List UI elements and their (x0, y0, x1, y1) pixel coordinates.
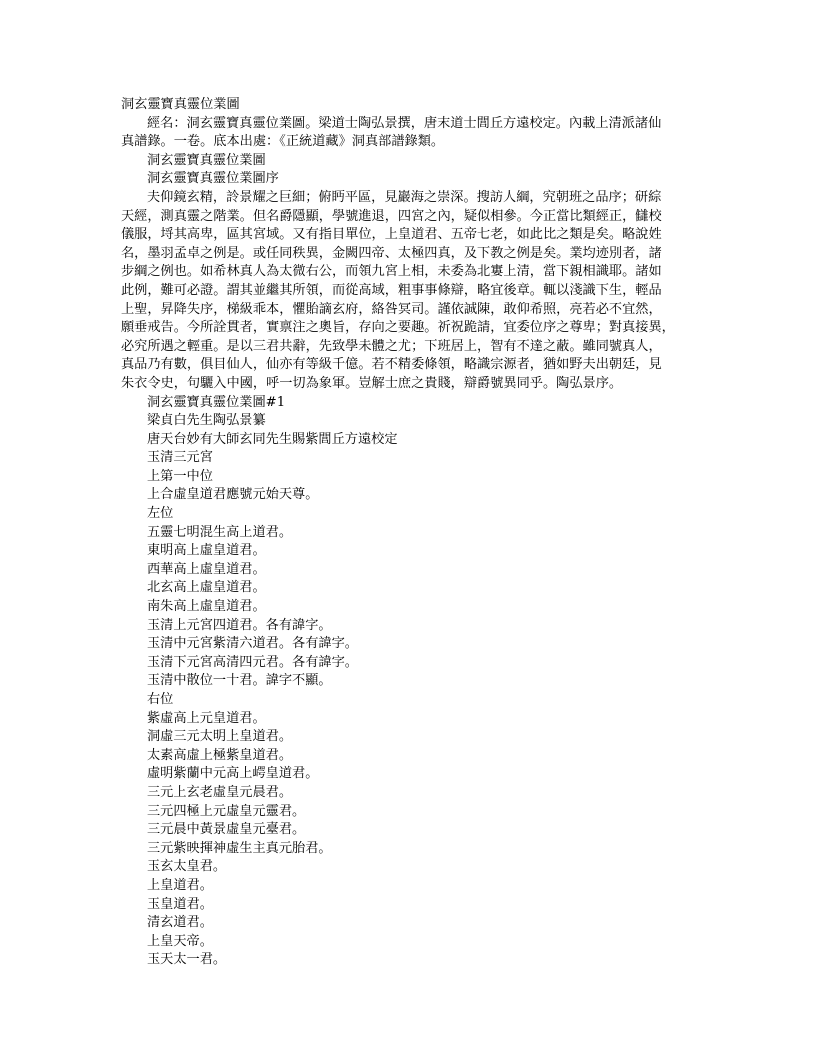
preface-line: 願垂戒告。今所詮貫者，實禀注之奧旨，存向之要趣。祈祝跪請，宜委位序之尊卑；對真接異， (121, 320, 675, 336)
note-line: 經名：洞玄靈寶真靈位業圖。梁道士陶弘景撰，唐末道士閭丘方遠校定。內載上清派諸仙 (147, 115, 662, 131)
deity-entry: 玉清下元宮高清四元君。各有諱字。 (147, 654, 358, 670)
deity-entry: 三元四極上元虛皇元靈君。 (147, 803, 306, 819)
deity-entry: 紫虛高上元皇道君。 (147, 710, 266, 726)
deity-entry: 上皇道君。 (147, 877, 213, 893)
rank-heading: 上第一中位 (147, 468, 213, 484)
deity-entry: 五靈七明混生高上道君。 (147, 524, 293, 540)
deity-entry: 玉清上元宮四道君。各有諱字。 (147, 617, 332, 633)
preface-line: 上聖，昇降失序，梯級乖本，懼貽謫玄府，絡咎冥司。謹依誠陳，敢仰希照，亮若必不宜然， (121, 301, 662, 317)
preface-line: 儀服，埒其高卑，區其宮域。又有指目單位，上皇道君、五帝七老，如此比之類是矣。略說姓 (121, 227, 662, 243)
deity-entry: 虛明紫蘭中元高上崿皇道君。 (147, 766, 319, 782)
preface-line: 朱衣令史，句驪入中國，呼一切為象軍。豈解士庶之貴賤，辯爵號異同乎。陶弘景序。 (121, 375, 623, 391)
preface-line: 真品乃有數，俱目仙人，仙亦有等級千億。若不精委條領，略識宗源者，猶如野夫出朝廷，見 (121, 357, 662, 373)
deity-entry: 玉清中散位一十君。諱字不顯。 (147, 673, 332, 689)
preface-line: 此例，難可必證。謂其並繼其所領，而從高域，粗事事條辯，略宜後章。輒以淺識下生，輕品 (121, 282, 662, 298)
rank-list (121, 394, 701, 970)
deity-entry: 玉天太一君。 (147, 952, 227, 968)
deity-entry: 太素高虛上極紫皇道君。 (147, 747, 293, 763)
preface-line: 夫仰鏡玄精，詅景耀之巨細；俯眄平區，見巖海之崇深。搜訪人綱，究朝班之品序；研綜 (147, 189, 662, 205)
document-page (121, 96, 701, 970)
note-line: 真譜錄。一卷。底本出處：《正統道藏》洞真部譜錄類。 (121, 134, 445, 150)
deity-entry: 北玄高上虛皇道君。 (147, 580, 266, 596)
deity-entry: 玉清中元宮紫清六道君。各有諱字。 (147, 636, 358, 652)
deity-entry: 玉皇道君。 (147, 896, 213, 912)
deity-entry: 西華高上虛皇道君。 (147, 561, 266, 577)
compiler-line: 梁貞白先生陶弘景纂 (147, 413, 266, 429)
deity-entry: 上皇天帝。 (147, 933, 213, 949)
palace-heading: 玉清三元宮 (147, 450, 213, 466)
rank-heading: 右位 (147, 692, 174, 707)
deity-entry: 東明高上虛皇道君。 (147, 543, 266, 559)
scripture-note (121, 115, 701, 152)
deity-entry: 洞虛三元太明上皇道君。 (147, 729, 293, 745)
scripture-heading: 洞玄靈寶真靈位業圖 (147, 152, 266, 168)
deity-entry: 三元晨中黃景虛皇元臺君。 (147, 822, 306, 838)
deity-entry: 三元紫映揮神虛生主真元胎君。 (147, 840, 332, 856)
preface-line: 必究所遇之輕重。是以三君共辭，先致學未體之尤；下班居上，智有不達之蔽。雖同號真人， (121, 338, 662, 354)
document-title: 洞玄靈寶真靈位業圖 (121, 97, 240, 112)
preface-line: 天經，測真靈之階業。但名爵隱顯，學號進退，四宮之內，疑似相參。今正當比類經正，讎校 (121, 208, 662, 224)
preface-heading: 洞玄靈寶真靈位業圖序 (147, 171, 279, 187)
deity-entry: 南朱高上虛皇道君。 (147, 599, 266, 615)
preface-line: 步綱之例也。如希林真人為太微右公，而領九宮上相，未委為北寠上清，當下親相識耶。諸如 (121, 264, 662, 280)
rank-heading: 左位 (147, 506, 174, 522)
deity-entry: 玉玄太皇君。 (147, 859, 227, 875)
editor-line: 唐天台妙有大師玄同先生賜紫閭丘方遠校定 (147, 431, 398, 447)
deity-entry: 上合虛皇道君應號元始天尊。 (147, 487, 319, 503)
deity-entry: 清玄道君。 (147, 915, 213, 931)
preface-text (121, 189, 701, 394)
preface-line: 名，墨羽孟卓之例是。或任同秩異，金闕四帝、太極四真，及下教之例是矣。業均迹別者，諸 (121, 245, 662, 261)
deity-entry: 三元上玄老虛皇元晨君。 (147, 784, 293, 800)
chart-heading: 洞玄靈寶真靈位業圖#1 (147, 394, 286, 410)
